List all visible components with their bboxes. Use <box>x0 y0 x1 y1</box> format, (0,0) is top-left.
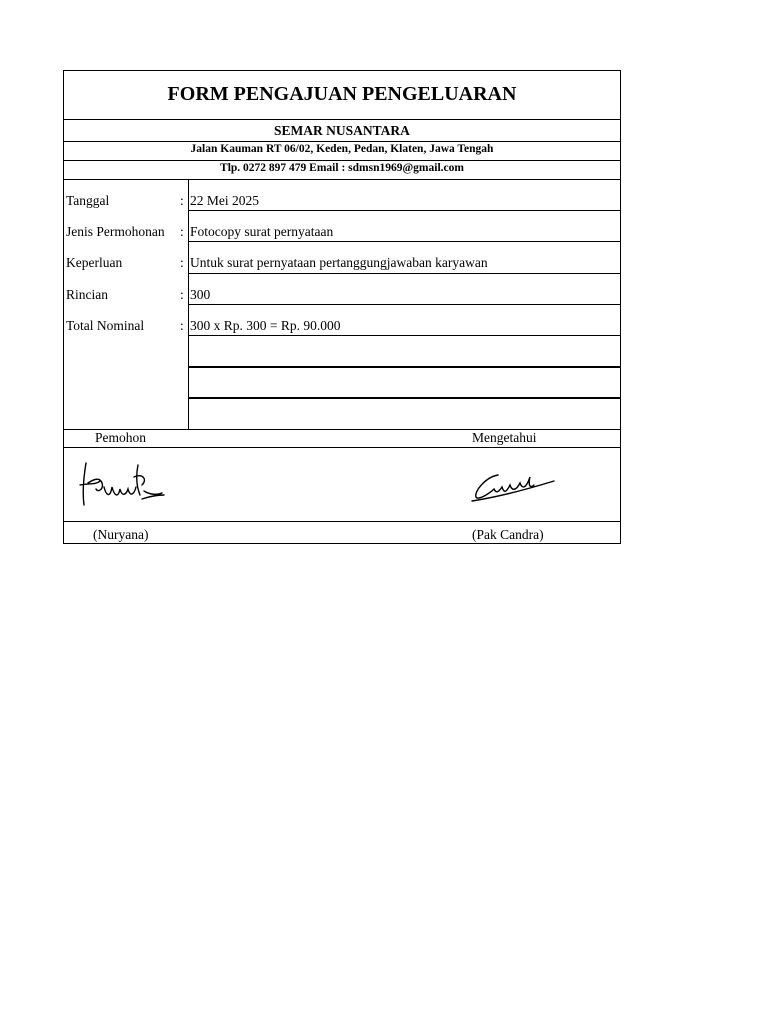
field-value-tanggal: 22 Mei 2025 <box>190 193 259 208</box>
field-value-total-nominal: 300 x Rp. 300 = Rp. 90.000 <box>190 318 341 333</box>
field-value-rincian: 300 <box>190 287 211 302</box>
company-name: SEMAR NUSANTARA <box>274 123 410 138</box>
row-line <box>188 210 620 211</box>
field-colon: : <box>180 255 184 270</box>
applicant-role-label: Pemohon <box>95 430 147 445</box>
field-label-rincian: Rincian <box>66 287 108 302</box>
field-colon: : <box>180 318 184 333</box>
applicant-name: (Nuryana) <box>93 527 149 542</box>
row-line <box>188 335 620 336</box>
approver-signature <box>468 463 558 507</box>
row-line <box>188 273 620 274</box>
field-label-jenis-permohonan: Jenis Permohonan <box>66 224 165 239</box>
divider <box>64 179 620 180</box>
form-title: FORM PENGAJUAN PENGELUARAN <box>167 83 517 105</box>
field-value-keperluan: Untuk surat pernyataan pertanggungjawaban karyawan <box>190 255 488 270</box>
divider <box>64 429 620 430</box>
field-colon: : <box>180 193 184 208</box>
field-value-jenis-permohonan: Fotocopy surat pernyataan <box>190 224 334 239</box>
company-contact: Tlp. 0272 897 479 Email : sdmsn1969@gmail.com <box>220 162 464 174</box>
divider <box>64 119 620 120</box>
field-label-tanggal: Tanggal <box>66 193 110 208</box>
row-line <box>188 397 620 399</box>
divider <box>64 447 620 448</box>
row-line <box>188 366 620 368</box>
field-colon: : <box>180 224 184 239</box>
field-label-total-nominal: Total Nominal <box>66 318 145 333</box>
company-address: Jalan Kauman RT 06/02, Keden, Pedan, Klaten, Jawa Tengah <box>190 143 494 155</box>
approver-name: (Pak Candra) <box>472 527 544 542</box>
divider <box>64 160 620 161</box>
field-label-keperluan: Keperluan <box>66 255 123 270</box>
applicant-signature <box>78 455 168 515</box>
divider <box>64 141 620 142</box>
field-colon: : <box>180 287 184 302</box>
approver-role-label: Mengetahui <box>472 430 537 445</box>
row-line <box>188 241 620 242</box>
expense-request-form <box>63 70 621 544</box>
divider <box>64 521 620 522</box>
row-line <box>188 304 620 305</box>
